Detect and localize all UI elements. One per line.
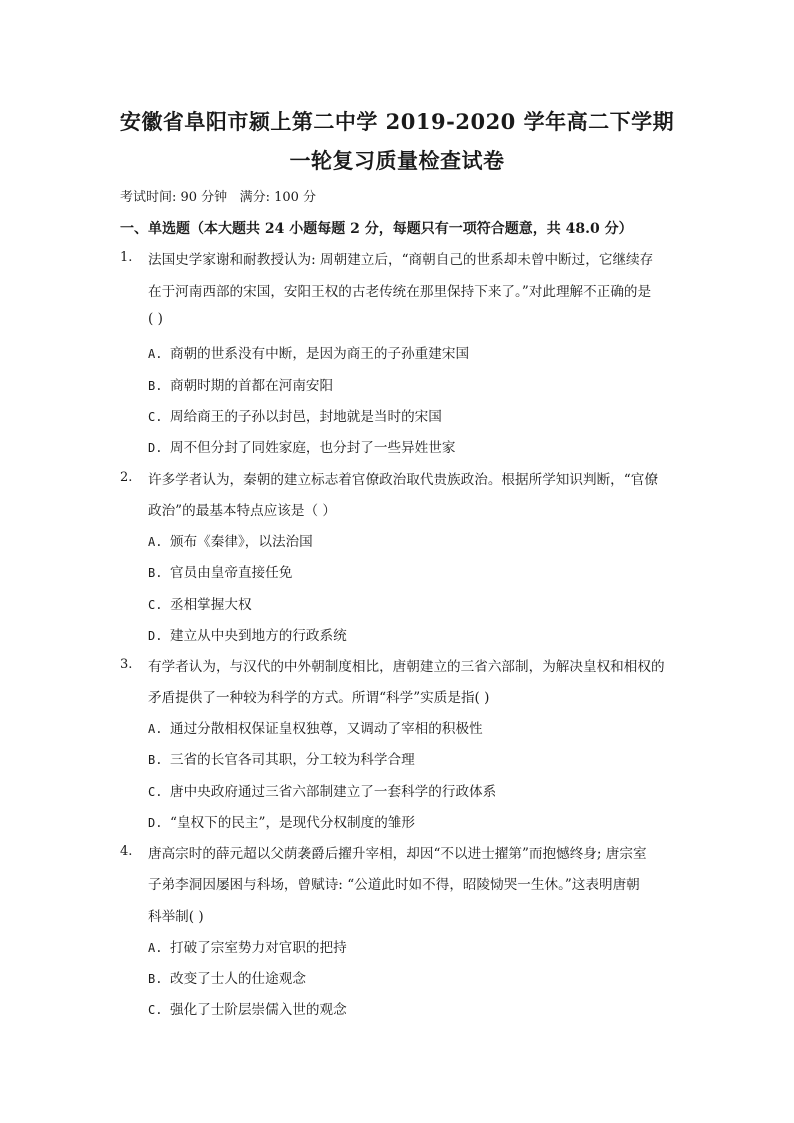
option-d <box>148 436 455 456</box>
question-stem-line: 法国史学家谢和耐教授认为: 周朝建立后，“商朝自己的世系却未曾中断过，它继续存 <box>148 252 654 268</box>
option-text: 唐中央政府通过三省六部制建立了一套科学的行政体系 <box>170 784 497 800</box>
option-letter: C. <box>148 598 163 612</box>
option-letter: B. <box>148 972 163 986</box>
option-text: 官员由皇帝直接任免 <box>170 565 293 581</box>
option-letter: B. <box>148 566 163 580</box>
option-text: 三省的长官各司其职，分工较为科学合理 <box>170 752 415 768</box>
option-letter: D. <box>148 629 163 643</box>
question-stem-line: 矛盾提供了一种较为科学的方式。所谓“科学”实质是指( ) <box>148 690 490 706</box>
question-stem-line: 在于河南西部的宋国，安阳王权的古老传统在那里保持下来了。”对此理解不正确的是 <box>148 284 652 300</box>
option-a <box>148 530 313 550</box>
option-b <box>148 374 333 394</box>
question-stem-line: 有学者认为，与汉代的中外朝制度相比，唐朝建立的三省六部制，为解决皇权和相权的 <box>148 659 665 675</box>
option-d <box>148 624 347 644</box>
option-text: 商朝的世系没有中断，是因为商王的子孙重建宋国 <box>170 346 470 362</box>
option-letter: A. <box>148 722 163 736</box>
page-title: 安徽省阜阳市颍上第二中学 2019-2020 学年高二下学期 <box>119 109 675 134</box>
option-c <box>148 780 496 800</box>
question-stem-line: 子弟李洞因屡困与科场，曾赋诗: “公道此时如不得，昭陵恸哭一生休。”这表明唐朝 <box>148 877 640 893</box>
question-stem-line: 许多学者认为，秦朝的建立标志着官僚政治取代贵族政治。根据所学知识判断，“官僚 <box>148 472 658 488</box>
option-b <box>148 748 415 768</box>
option-b <box>148 967 306 987</box>
option-text: 丞相掌握大权 <box>170 597 252 613</box>
option-letter: C. <box>148 785 163 799</box>
option-text: 商朝时期的首都在河南安阳 <box>170 378 334 394</box>
option-c <box>148 405 442 425</box>
option-c <box>148 998 347 1018</box>
option-letter: D. <box>148 441 163 455</box>
question-stem-line: ( ) <box>148 311 163 327</box>
option-text: 打破了宗室势力对官职的把持 <box>170 940 347 956</box>
option-a <box>148 342 469 362</box>
option-text: 强化了士阶层崇儒入世的观念 <box>170 1002 347 1018</box>
section-heading: 一、单选题（本大题共 24 小题每题 2 分，每题只有一项符合题意，共 48.0 分） <box>120 221 633 237</box>
option-c <box>148 593 252 613</box>
option-text: 通过分散相权保证皇权独尊，又调动了宰相的积极性 <box>170 721 483 737</box>
question-stem-line: 唐高宗时的薛元超以父荫袭爵后擢升宰相，却因“不以进士擢第”而抱憾终身; 唐宗室 <box>148 846 647 862</box>
option-d <box>148 811 415 831</box>
option-letter: D. <box>148 816 163 830</box>
option-letter: C. <box>148 410 163 424</box>
option-letter: B. <box>148 753 163 767</box>
question-stem-line: 科举制( ) <box>148 909 204 925</box>
page-subtitle: 一轮复习质量检查试卷 <box>289 148 505 173</box>
option-text: 改变了士人的仕途观念 <box>170 971 306 987</box>
question-number: 3. <box>120 657 133 672</box>
question-stem-line: 政治”的最基本特点应该是（ ） <box>148 503 336 519</box>
option-letter: A. <box>148 347 163 361</box>
option-text: 周不但分封了同姓家庭，也分封了一些异姓世家 <box>170 440 456 456</box>
question-number: 4. <box>120 844 133 859</box>
option-text: 建立从中央到地方的行政系统 <box>170 628 347 644</box>
option-letter: A. <box>148 941 163 955</box>
question-number: 1. <box>120 250 133 265</box>
option-letter: B. <box>148 379 163 393</box>
option-a <box>148 936 347 956</box>
option-text: 颁布《秦律》，以法治国 <box>170 534 313 550</box>
option-a <box>148 717 483 737</box>
option-letter: C. <box>148 1003 163 1017</box>
option-b <box>148 561 292 581</box>
option-text: “皇权下的民主”，是现代分权制度的雏形 <box>170 815 415 831</box>
question-number: 2. <box>120 470 133 485</box>
option-text: 周给商王的子孙以封邑，封地就是当时的宋国 <box>170 409 442 425</box>
exam-info: 考试时间: 90 分钟 满分: 100 分 <box>120 190 317 205</box>
option-letter: A. <box>148 535 163 549</box>
